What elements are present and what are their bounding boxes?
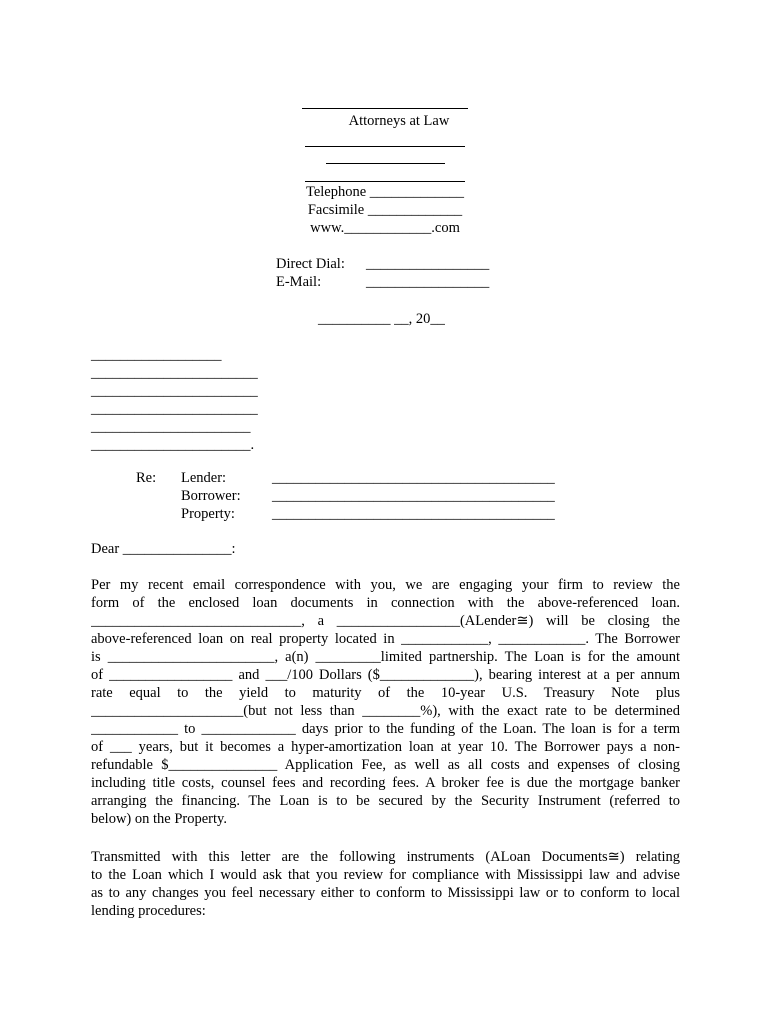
paragraph-line: rate equal to the yield to maturity of the 10-year U.S. Treasury Note plus: [91, 685, 680, 701]
addressee-line: __________________: [91, 347, 222, 363]
date-line: __________ __, 20__: [318, 311, 445, 327]
paragraph-line: form of the enclosed loan documents in connection with the above-referenced loan.: [91, 595, 680, 611]
paragraph-line: of _________________ and ___/100 Dollars ($_____________), bearing interest at a per annum: [91, 667, 680, 683]
direct-dial-label: Direct Dial:: [276, 256, 345, 272]
re-lender-blank: _______________________________________: [272, 470, 555, 486]
letterhead-title: Attorneys at Law: [348, 113, 450, 129]
paragraph-line: of ___ years, but it becomes a hyper-amortization loan at year 10. The Borrower pays a non-: [91, 739, 680, 755]
paragraph-line: _____________________(but not less than ________%), with the exact rate to be determined: [91, 703, 680, 719]
paragraph-line: to the Loan which I would ask that you review for compliance with Mississippi law and advise: [91, 867, 680, 883]
email-blank: _________________: [366, 274, 490, 290]
re-borrower-blank: _______________________________________: [272, 488, 555, 504]
paragraph-line: including title costs, counsel fees and recording fees. A broker fee is due the mortgage banker: [91, 775, 680, 791]
paragraph-line: ____________ to _____________ days prior to the funding of the Loan. The loan is for a term: [91, 721, 680, 737]
paragraph-line: as to any changes you feel necessary either to conform to Mississippi law or to conform to local: [91, 885, 680, 901]
paragraph-line: lending procedures:: [91, 903, 206, 919]
firm-name-line: [302, 108, 468, 109]
addressee-line: _______________________: [91, 365, 258, 381]
paragraph-line: arranging the financing. The Loan is to be secured by the Security Instrument (referred to: [91, 793, 680, 809]
salutation: Dear _______________:: [91, 541, 236, 557]
telephone-line: Telephone _____________: [305, 184, 465, 200]
addressee-line: _______________________: [91, 401, 258, 417]
re-property-label: Property:: [181, 506, 235, 522]
paragraph-line: _____________________________, a _________________(ALender≅) will be closing the: [91, 613, 680, 629]
website-line: www.____________.com: [310, 220, 460, 236]
paragraph-line: Per my recent email correspondence with you, we are engaging your firm to review the: [91, 577, 680, 593]
email-label: E-Mail:: [276, 274, 322, 290]
re-label: Re:: [136, 470, 157, 486]
paragraph-2: [91, 848, 680, 920]
facsimile-line: Facsimile _____________: [307, 202, 463, 218]
address-line-2: [326, 163, 445, 164]
paragraph-line: below) on the Property.: [91, 811, 227, 827]
paragraph-line: refundable $_______________ Application Fee, as well as all costs and expenses of closing: [91, 757, 680, 773]
addressee-line: _______________________: [91, 383, 258, 399]
addressee-line: ______________________: [91, 419, 251, 435]
addressee-line: ______________________.: [91, 437, 255, 453]
paragraph-line: above-referenced loan on real property located in ____________, ____________. The Borrower: [91, 631, 680, 647]
paragraph-line: is _______________________, a(n) _________limited partnership. The Loan is for the amount: [91, 649, 680, 665]
re-borrower-label: Borrower:: [181, 488, 241, 504]
re-property-blank: _______________________________________: [272, 506, 555, 522]
paragraph-1: [91, 576, 680, 828]
address-line-1: [305, 146, 465, 147]
re-lender-label: Lender:: [181, 470, 227, 486]
paragraph-line: Transmitted with this letter are the following instruments (ALoan Documents≅) relating: [91, 849, 680, 865]
direct-dial-blank: _________________: [366, 256, 490, 272]
address-line-3: [305, 181, 465, 182]
